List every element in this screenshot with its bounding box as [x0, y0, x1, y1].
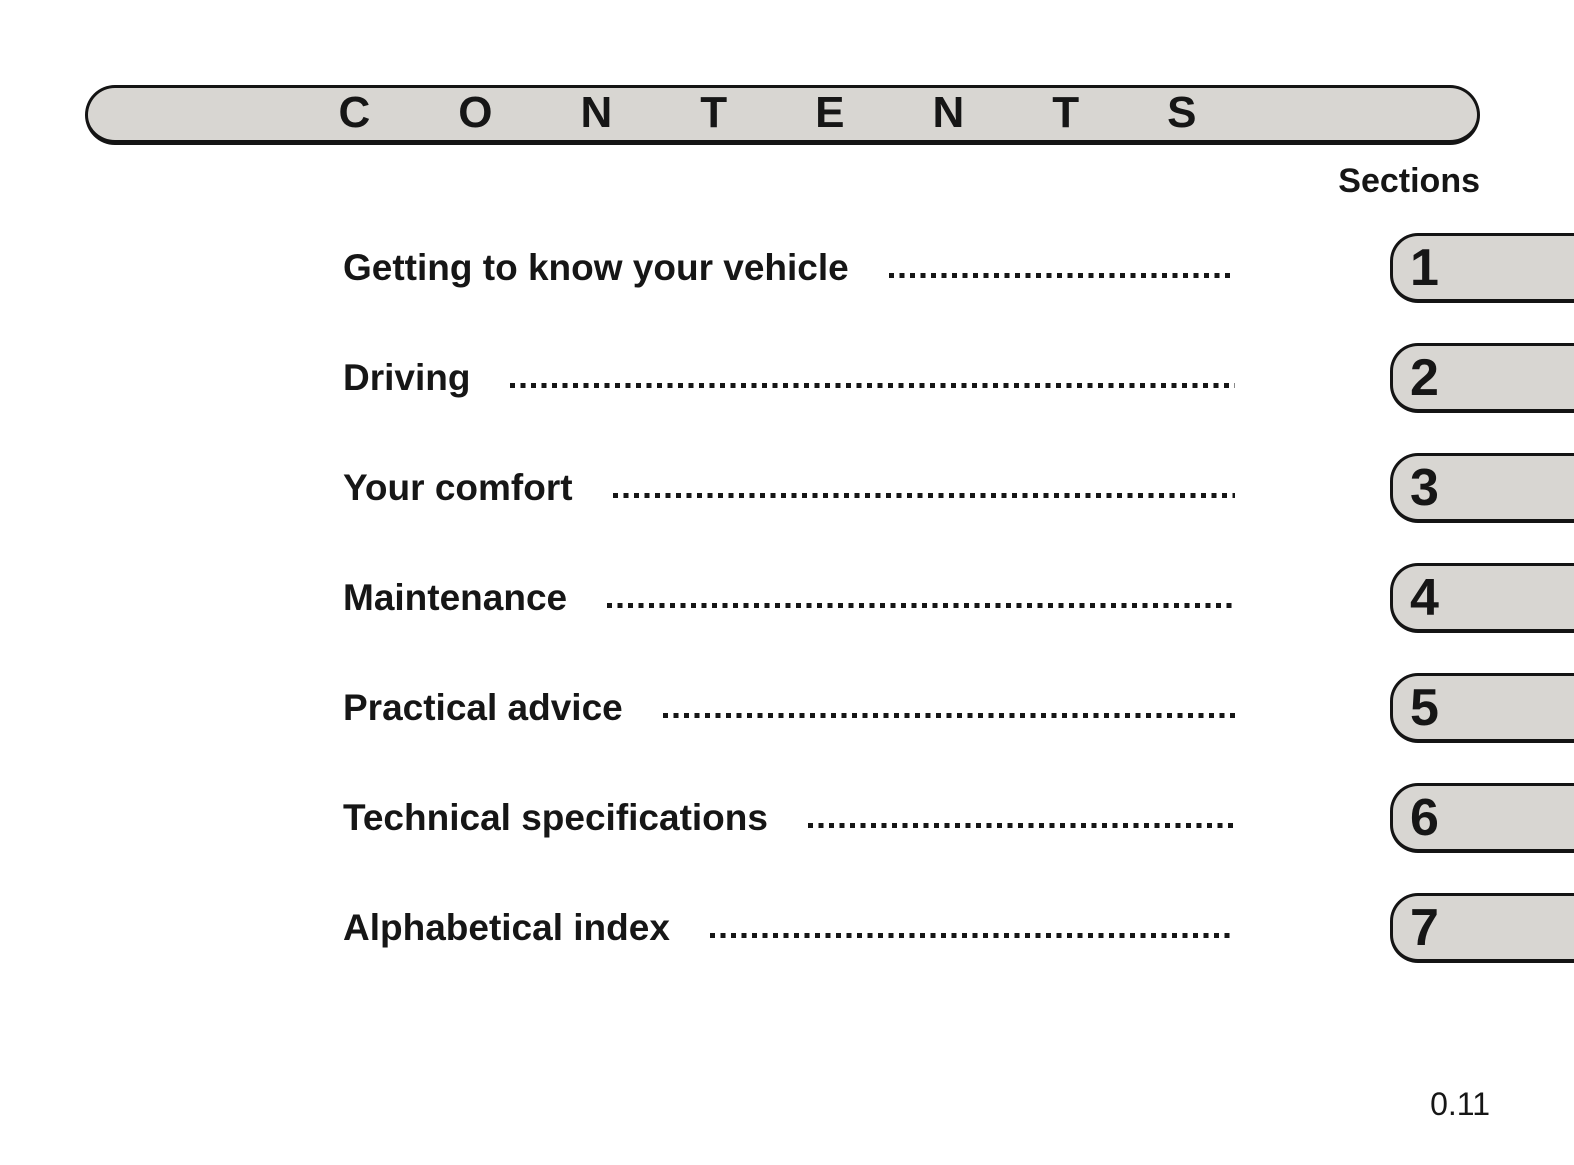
toc-entry — [343, 797, 1235, 839]
toc-row-maintenance — [0, 543, 1574, 653]
sections-column-label: Sections — [1338, 162, 1480, 200]
toc-entry — [343, 907, 1235, 949]
toc-row-your-comfort — [0, 433, 1574, 543]
toc-list — [0, 213, 1574, 983]
toc-entry — [343, 467, 1235, 509]
dot-leader — [607, 603, 1235, 608]
section-number: 7 — [1410, 898, 1439, 957]
toc-row-driving — [0, 323, 1574, 433]
section-tab-6 — [1390, 783, 1574, 853]
contents-header-bar — [85, 85, 1480, 145]
dot-leader — [613, 493, 1235, 498]
section-number: 6 — [1410, 788, 1439, 847]
section-tab-7 — [1390, 893, 1574, 963]
toc-row-practical-advice — [0, 653, 1574, 763]
toc-entry-label: Getting to know your vehicle — [343, 247, 849, 288]
toc-entry — [343, 687, 1235, 729]
section-number: 1 — [1410, 238, 1439, 297]
toc-entry-label: Driving — [343, 357, 471, 398]
section-number: 5 — [1410, 678, 1439, 737]
toc-entry-label: Maintenance — [343, 577, 568, 618]
section-tab-5 — [1390, 673, 1574, 743]
toc-row-getting-to-know-your-vehicle — [0, 213, 1574, 323]
dot-leader — [710, 933, 1235, 938]
section-number: 3 — [1410, 458, 1439, 517]
dot-leader — [663, 713, 1235, 718]
toc-entry — [343, 577, 1235, 619]
section-tab-2 — [1390, 343, 1574, 413]
section-tab-3 — [1390, 453, 1574, 523]
toc-entry-label: Technical specifications — [343, 797, 768, 838]
section-tab-1 — [1390, 233, 1574, 303]
toc-row-technical-specifications — [0, 763, 1574, 873]
section-tab-4 — [1390, 563, 1574, 633]
toc-entry-label: Practical advice — [343, 687, 623, 728]
dot-leader — [510, 383, 1235, 388]
toc-entry — [343, 247, 1235, 289]
dot-leader — [889, 273, 1235, 278]
page-number: 0.11 — [1430, 1086, 1490, 1122]
section-number: 4 — [1410, 568, 1439, 627]
section-number: 2 — [1410, 348, 1439, 407]
page-title: CONTENTS — [338, 88, 1285, 137]
toc-entry-label: Your comfort — [343, 467, 573, 508]
toc-row-alphabetical-index — [0, 873, 1574, 983]
dot-leader — [808, 823, 1235, 828]
toc-entry — [343, 357, 1235, 399]
toc-entry-label: Alphabetical index — [343, 907, 670, 948]
